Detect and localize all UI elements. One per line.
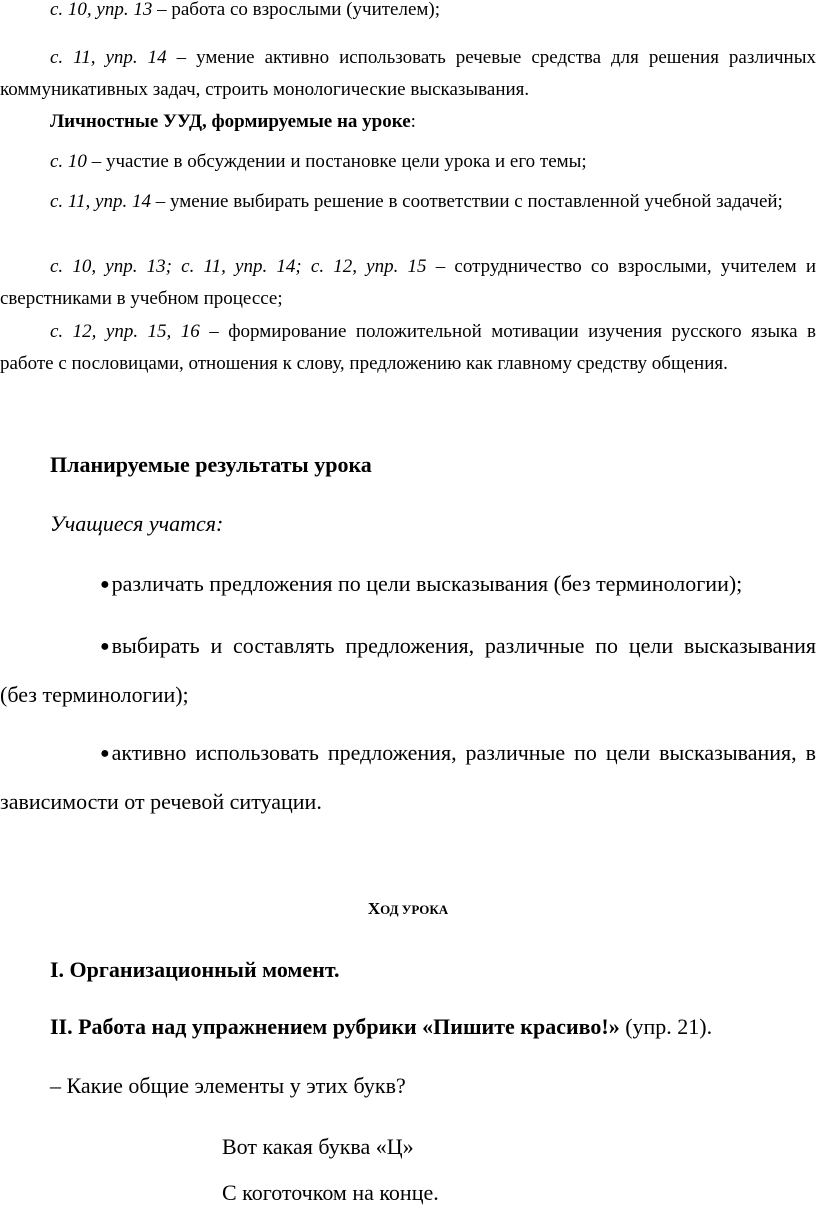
personal-uud-heading	[0, 106, 816, 138]
bullet-icon: ●	[100, 745, 110, 762]
uud-text: работа со взрослыми (учителем);	[171, 0, 441, 20]
uud-ref: с. 11, упр. 14	[50, 47, 167, 68]
uud-ref: с. 10	[50, 151, 87, 172]
bullet-text: различать предложения по цели высказывания (без терминологии);	[111, 571, 743, 596]
results-bullet-3	[0, 729, 816, 826]
bullet-icon: ●	[100, 638, 110, 655]
lesson-title-initial: Х	[367, 899, 381, 918]
results-bullet-2	[0, 622, 816, 719]
heading-colon: :	[410, 111, 416, 132]
uud-ref: с. 10, упр. 13	[50, 0, 153, 20]
bullet-text: выбирать и составлять предложения, различные по цели высказывания (без терминологии);	[0, 633, 816, 707]
personal-item-3	[0, 251, 816, 315]
bullet-icon: ●	[100, 576, 110, 593]
lesson-step-2	[0, 1003, 816, 1051]
results-title: Планируемые результаты урока	[50, 452, 372, 477]
teacher-question: – Какие общие элементы у этих букв?	[50, 1073, 406, 1098]
step-2-bold: II. Работа над упражнением рубрики «Пишите красиво!»	[50, 1014, 620, 1039]
poem-line-1: Вот какая буква «Ц»	[222, 1134, 414, 1159]
results-subtitle: Учащиеся учатся:	[50, 511, 224, 536]
bullet-text: активно использовать предложения, различные по цели высказывания, в зависимости от речевой ситуации.	[0, 740, 816, 814]
personal-item-1	[0, 146, 816, 178]
uud-text: умение активно использовать речевые средства для решения различных коммуникативных задач, строить монологические высказывания.	[0, 47, 816, 100]
dash: –	[150, 191, 170, 212]
poem-line-2: С коготочком на конце.	[222, 1180, 439, 1205]
uud-ref: с. 12, упр. 15, 16	[50, 321, 200, 342]
dash: –	[426, 256, 455, 277]
uud-text: формирование положительной мотивации изучения русского языка в работе с пословицами, отношения к слову, предложению как главному средству общения.	[0, 321, 816, 374]
uud-text: участие в обсуждении и постановке цели урока и его темы;	[105, 151, 587, 172]
uud-text: умение выбирать решение в соответствии с поставленной учебной задачей;	[169, 191, 783, 212]
heading-text: Личностные УУД, формируемые на уроке	[50, 111, 411, 132]
personal-item-2	[0, 186, 816, 218]
dash: –	[166, 47, 197, 68]
lesson-title	[0, 893, 816, 926]
results-bullet-1	[0, 560, 816, 609]
uud-ref: с. 11, упр. 14	[50, 191, 151, 212]
uud-item-2	[0, 42, 816, 106]
lesson-title-rest: ОД УРОКА	[380, 902, 449, 917]
uud-ref: с. 10, упр. 13; с. 11, упр. 14; с. 12, упр. 15	[50, 256, 427, 277]
uud-text: сотрудничество со взрослыми, учителем и сверстниками в учебном процессе;	[0, 256, 816, 309]
dash: –	[199, 321, 229, 342]
lesson-step-1: I. Организационный момент.	[50, 957, 340, 982]
dash: –	[86, 151, 106, 172]
uud-item-1	[0, 0, 816, 26]
step-2-rest: (упр. 21).	[619, 1014, 713, 1039]
dash: –	[152, 0, 172, 20]
personal-item-4	[0, 316, 816, 380]
